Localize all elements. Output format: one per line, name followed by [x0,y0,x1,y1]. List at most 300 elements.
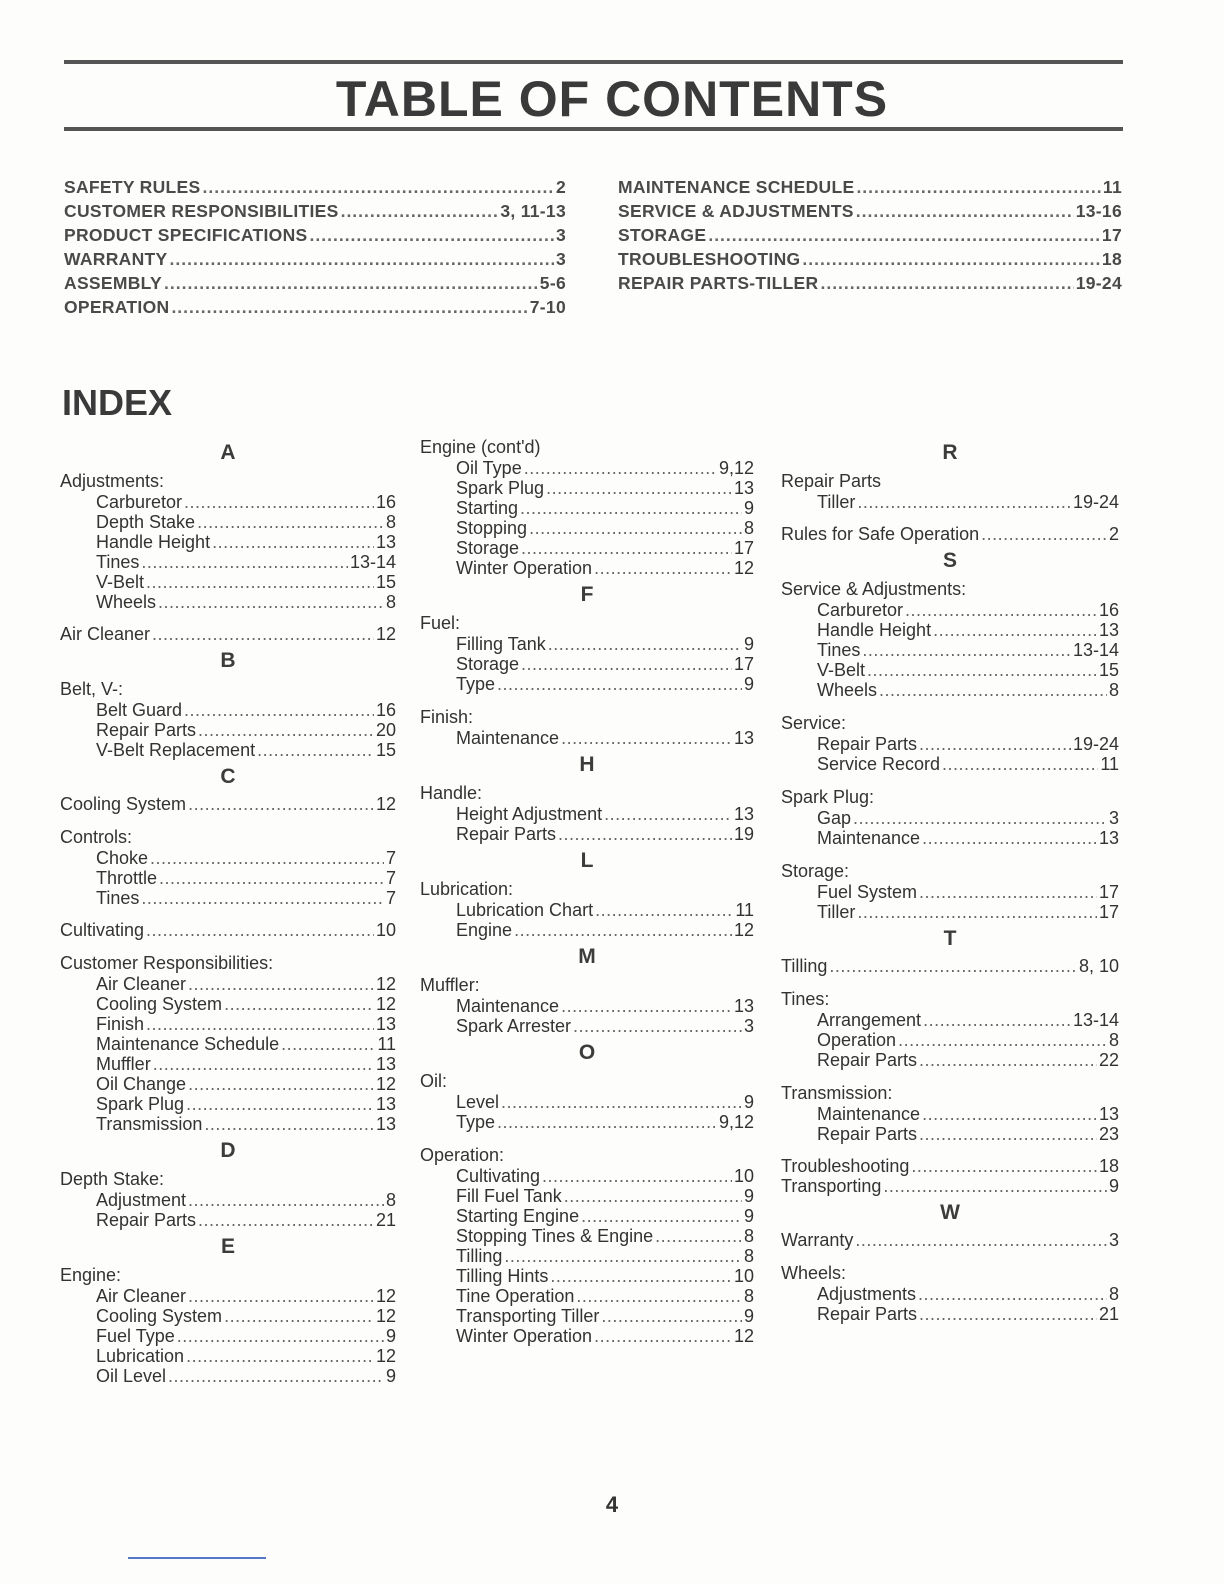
index-subentry [60,492,396,512]
toc-entry-page: 13-16 [1075,201,1122,221]
dot-leader [564,1186,742,1206]
dot-leader [141,888,384,908]
index-entry-label: Arrangement [817,1010,922,1030]
dot-leader [542,1166,732,1186]
index-entry-page: 13 [375,1054,396,1074]
dot-leader [942,754,1098,774]
index-entry-label: Maintenance [456,728,560,748]
index-entry-label: Maintenance [817,828,921,848]
index-entry-label: Fuel Type [96,1326,175,1346]
dot-leader [919,1304,1097,1324]
index-heading: Operation: [420,1145,505,1165]
index-entry-page: 12 [375,1306,396,1326]
index-subentry [420,920,754,940]
index-entry-page: 12 [375,624,396,644]
dot-leader [159,868,384,888]
index-subentry [420,1092,754,1112]
dot-leader [164,273,538,294]
index-entry-label: Tines [96,552,140,572]
index-entry-page: 13 [375,1114,396,1134]
index-entry-page: 17 [1098,902,1119,922]
index-entry-page: 7 [385,868,396,888]
index-entry-page: 13 [733,478,754,498]
dot-leader [546,478,732,498]
dot-leader [146,1014,374,1034]
index-subentry [420,1326,754,1346]
dot-leader [595,900,733,920]
index-section-letter: C [220,765,236,788]
index-subentry [60,1346,396,1366]
toc-entry-label: CUSTOMER RESPONSIBILITIES [64,201,339,221]
dot-leader [862,640,1071,660]
index-entry-label: Service Record [817,754,941,774]
index-entry-page: 16 [375,700,396,720]
index-entry-label: Depth Stake [96,512,196,532]
index-entry-label: Maintenance Schedule [96,1034,280,1054]
dot-leader [504,1246,742,1266]
index-section-letter: T [943,927,957,950]
spacer [781,1070,1119,1082]
dot-leader [604,804,732,824]
toc-entry-label: WARRANTY [64,249,168,269]
toc-entry-page: 17 [1101,225,1122,245]
toc-entry-label: SERVICE & ADJUSTMENTS [618,201,854,221]
toc-entry [64,273,566,297]
toc-entry-label: MAINTENANCE SCHEDULE [618,177,855,197]
dot-leader [601,1306,742,1326]
dot-leader [550,1266,732,1286]
index-entry-label: Gap [817,808,852,828]
index-entry-page: 21 [375,1210,396,1230]
index-entry [60,794,396,814]
index-subentry [781,828,1119,848]
index-entry-page: 15 [375,572,396,592]
index-subentry [781,808,1119,828]
dot-leader [561,728,732,748]
index-entry-label: Carburetor [817,600,904,620]
index-column-1 [60,436,396,1386]
toc-entry-page: 18 [1101,249,1122,269]
index-subentry [60,1074,396,1094]
dot-leader [141,552,348,572]
index-entry-page: 11 [735,900,754,920]
index-entry-page: 20 [375,720,396,740]
index-subentry [60,700,396,720]
dot-leader [708,225,1100,246]
dot-leader [919,882,1097,902]
toc-entry [618,225,1122,249]
dot-leader [581,1206,742,1226]
index-subentry [60,1286,396,1306]
index-entry-label: Wheels [96,592,157,612]
toc-entry-label: OPERATION [64,297,170,317]
dot-leader [919,1124,1097,1144]
index-subentry [420,558,754,578]
index-entry-page: 19 [733,824,754,844]
index-entry-label: Transporting Tiller [456,1306,600,1326]
dot-leader [521,538,732,558]
index-subentry [781,1030,1119,1050]
toc-right-column [618,177,1122,297]
dot-leader [514,920,732,940]
index-entry-page: 12 [733,558,754,578]
index-subentry [60,1014,396,1034]
index-subentry [60,848,396,868]
index-subentry [60,720,396,740]
index-entry-label: Filling Tank [456,634,546,654]
index-section-letter: D [220,1139,236,1162]
index-entry-page: 12 [733,920,754,940]
index-entry-page: 11 [377,1034,396,1054]
toc-entry-page: 7-10 [529,297,566,317]
index-entry [781,524,1119,544]
index-entry-label: Repair Parts [456,824,557,844]
toc-entry [618,177,1122,201]
index-entry-label: Muffler [96,1054,151,1074]
dot-leader [561,996,732,1016]
index-entry [781,956,1119,976]
index-subentry [60,572,396,592]
index-heading: Fuel: [420,613,461,633]
dot-leader [188,1074,374,1094]
index-entry-label: Starting Engine [456,1206,580,1226]
dot-leader [171,297,527,318]
dot-leader [198,720,374,740]
index-entry-page: 17 [733,654,754,674]
index-subentry [420,1246,754,1266]
index-entry-page: 8 [1108,1030,1119,1050]
index-entry-label: Oil Level [96,1366,167,1386]
index-entry-page: 2 [1108,524,1119,544]
dot-leader [257,740,374,760]
index-entry-label: Cooling System [96,1306,223,1326]
index-column-3 [781,436,1119,1324]
index-entry-page: 17 [733,538,754,558]
index-entry-label: Cooling System [60,794,187,814]
index-entry-label: Tilling [456,1246,503,1266]
index-entry-label: Type [456,1112,496,1132]
spacer [781,976,1119,988]
index-entry-page: 16 [1098,600,1119,620]
index-section-letter: L [580,849,594,872]
dot-leader [170,249,554,270]
dot-leader [573,1016,742,1036]
index-section-letter: E [220,1235,235,1258]
index-heading: Belt, V-: [60,679,124,699]
index-entry-label: Tiller [817,902,856,922]
toc-entry-label: TROUBLESHOOTING [618,249,801,269]
toc-entry-label: REPAIR PARTS-TILLER [618,273,819,293]
dot-leader [188,1190,384,1210]
index-entry-page: 3 [1108,808,1119,828]
spacer [781,774,1119,786]
dot-leader [820,273,1073,294]
dot-leader [879,680,1107,700]
index-subentry [420,1226,754,1246]
index-subentry [420,478,754,498]
dot-leader [341,201,499,222]
index-subentry [60,1210,396,1230]
index-subentry [420,996,754,1016]
index-entry-label: Air Cleaner [96,1286,187,1306]
dot-leader [186,1094,374,1114]
dot-leader [919,1050,1097,1070]
index-subentry [781,882,1119,902]
index-subentry [420,1186,754,1206]
toc-entry [618,273,1122,297]
index-entry-label: Repair Parts [96,720,197,740]
index-entry-label: Spark Arrester [456,1016,572,1036]
index-subentry [420,634,754,654]
index-entry-page: 13 [375,532,396,552]
index-subentry [781,1284,1119,1304]
index-entry-label: Spark Plug [96,1094,185,1114]
toc-entry [64,177,566,201]
index-subentry [60,888,396,908]
index-entry-label: Fuel System [817,882,918,902]
index-subentry [781,902,1119,922]
index-entry-page: 13-14 [349,552,396,572]
index-subentry [781,492,1119,512]
index-subentry [781,680,1119,700]
index-heading: Muffler: [420,975,480,995]
index-subentry [60,1054,396,1074]
index-subentry [781,754,1119,774]
index-section-letter: F [580,583,594,606]
index-subentry [420,804,754,824]
index-heading: Customer Responsibilities: [60,953,274,973]
index-entry-label: Repair Parts [817,1050,918,1070]
index-subentry [420,728,754,748]
index-entry-page: 12 [375,1074,396,1094]
index-entry-page: 11 [1100,754,1119,774]
dot-leader [857,902,1097,922]
dot-leader [856,201,1074,222]
dot-leader [856,177,1100,198]
dot-leader [150,848,384,868]
index-entry-label: Carburetor [96,492,183,512]
dot-leader [867,660,1097,680]
index-entry-page: 22 [1098,1050,1119,1070]
dot-leader [281,1034,375,1054]
index-subentry [420,538,754,558]
index-entry-page: 15 [375,740,396,760]
index-entry-label: Finish [96,1014,145,1034]
spacer [420,694,754,706]
index-entry-label: Lubrication [96,1346,185,1366]
index-entry-label: Wheels [817,680,878,700]
index-subentry [60,974,396,994]
dot-leader [188,1286,374,1306]
spacer [781,512,1119,524]
toc-entry [64,297,566,321]
index-entry-label: Air Cleaner [96,974,187,994]
dot-leader [197,512,384,532]
index-entry-page: 8 [385,512,396,532]
index-entry-label: Engine [456,920,513,940]
spacer [60,814,396,826]
dot-leader [224,1306,374,1326]
index-entry-page: 10 [733,1166,754,1186]
dot-leader [153,1054,374,1074]
index-subentry [781,1124,1119,1144]
index-entry-label: Repair Parts [817,1124,918,1144]
index-subentry [781,640,1119,660]
toc-title: TABLE OF CONTENTS [335,71,889,127]
index-subentry [781,620,1119,640]
index-entry-page: 3 [743,1016,754,1036]
dot-leader [152,624,374,644]
index-entry-label: Stopping [456,518,528,538]
index-entry-label: Tiller [817,492,856,512]
dot-leader [188,974,374,994]
index-entry-label: V-Belt [817,660,866,680]
index-entry-label: Tines [817,640,861,660]
dot-leader [497,1112,717,1132]
index-entry-label: Type [456,674,496,694]
index-entry-label: V-Belt [96,572,145,592]
index-entry-label: Warranty [781,1230,854,1250]
dot-leader [524,458,717,478]
toc-entry [64,249,566,273]
index-section-letter: M [578,945,596,968]
index-entry-page: 18 [1098,1156,1119,1176]
index-entry-page: 8 [743,1286,754,1306]
index-entry-label: Maintenance [456,996,560,1016]
index-heading: Transmission: [781,1083,893,1103]
index-entry-label: Transmission [96,1114,203,1134]
index-entry-page: 9 [385,1366,396,1386]
dot-leader [855,1230,1107,1250]
index-entry-label: Rules for Safe Operation [781,524,980,544]
index-entry-page: 7 [385,888,396,908]
dot-leader [558,824,732,844]
index-entry-page: 9 [743,1306,754,1326]
index-entry-page: 9 [743,674,754,694]
index-entry-label: Cooling System [96,994,223,1014]
dot-leader [146,572,374,592]
dot-leader [203,177,554,198]
index-subentry [420,458,754,478]
dot-leader [529,518,742,538]
index-entry-page: 8 [743,1246,754,1266]
index-subentry [60,868,396,888]
index-section-letter: H [579,753,595,776]
index-entry-page: 12 [375,994,396,1014]
index-entry-label: Level [456,1092,500,1112]
index-entry-label: Storage [456,654,520,674]
index-entry-page: 13 [733,728,754,748]
toc-entry-label: PRODUCT SPECIFICATIONS [64,225,308,245]
index-entry-label: Handle Height [96,532,211,552]
index-subentry [60,740,396,760]
toc-entry-page: 3, 11-13 [500,201,566,221]
index-entry-label: Fill Fuel Tank [456,1186,562,1206]
index-entry-page: 10 [375,920,396,940]
index-entry-page: 13 [1098,828,1119,848]
index-subentry [781,660,1119,680]
index-subentry [420,1112,754,1132]
index-subentry [60,1190,396,1210]
spacer [781,848,1119,860]
index-entry-page: 13 [733,804,754,824]
dot-leader [548,634,742,654]
dot-leader [521,654,732,674]
index-subentry [420,1206,754,1226]
index-entry-page: 10 [733,1266,754,1286]
index-heading: Tines: [781,989,830,1009]
dot-leader [212,532,374,552]
index-entry-label: Adjustments [817,1284,917,1304]
index-entry [781,1230,1119,1250]
index-subentry [60,532,396,552]
index-entry [60,920,396,940]
index-section-letter: B [220,649,236,672]
title-underline-rule [64,127,1123,131]
index-entry-label: Stopping Tines & Engine [456,1226,654,1246]
toc-entry-page: 5-6 [539,273,566,293]
index-entry-page: 12 [375,1346,396,1366]
dot-leader [497,674,742,694]
index-entry-page: 13 [733,996,754,1016]
index-title: INDEX [62,382,173,423]
index-subentry [781,1304,1119,1324]
index-entry-label: Handle Height [817,620,932,640]
index-subentry [60,1326,396,1346]
index-heading: Spark Plug: [781,787,875,807]
index-entry-label: Repair Parts [817,1304,918,1324]
index-subentry [60,592,396,612]
dot-leader [829,956,1077,976]
index-entry-page: 8 [1108,1284,1119,1304]
index-entry-label: Winter Operation [456,558,593,578]
index-subentry [420,654,754,674]
index-entry-page: 8 [385,592,396,612]
index-entry-page: 19-24 [1072,734,1119,754]
index-entry-label: Tilling [781,956,828,976]
toc-entry [64,201,566,225]
spacer [420,1132,754,1144]
index-entry-page: 9 [743,1206,754,1226]
dot-leader [933,620,1097,640]
index-subentry [420,1166,754,1186]
index-entry-label: Troubleshooting [781,1156,910,1176]
index-entry-label: Height Adjustment [456,804,603,824]
index-entry-page: 13 [375,1014,396,1034]
dot-leader [168,1366,384,1386]
index-entry-label: Starting [456,498,519,518]
toc-entry-page: 3 [555,225,566,245]
dot-leader [923,1010,1071,1030]
spacer [60,940,396,952]
dot-leader [186,1346,374,1366]
toc-entry [64,225,566,249]
index-heading: Engine (cont'd) [420,437,541,457]
index-entry-page: 9,12 [718,1112,754,1132]
dot-leader [911,1156,1097,1176]
index-entry-page: 17 [1098,882,1119,902]
index-entry-page: 9,12 [718,458,754,478]
index-entry-page: 8, 10 [1078,956,1119,976]
index-heading: Lubrication: [420,879,514,899]
index-subentry [60,1306,396,1326]
index-entry-page: 8 [385,1190,396,1210]
index-subentry [420,518,754,538]
dot-leader [655,1226,742,1246]
index-subentry [420,1016,754,1036]
index-section-letter: S [942,549,957,572]
index-section-letter: W [940,1201,960,1224]
